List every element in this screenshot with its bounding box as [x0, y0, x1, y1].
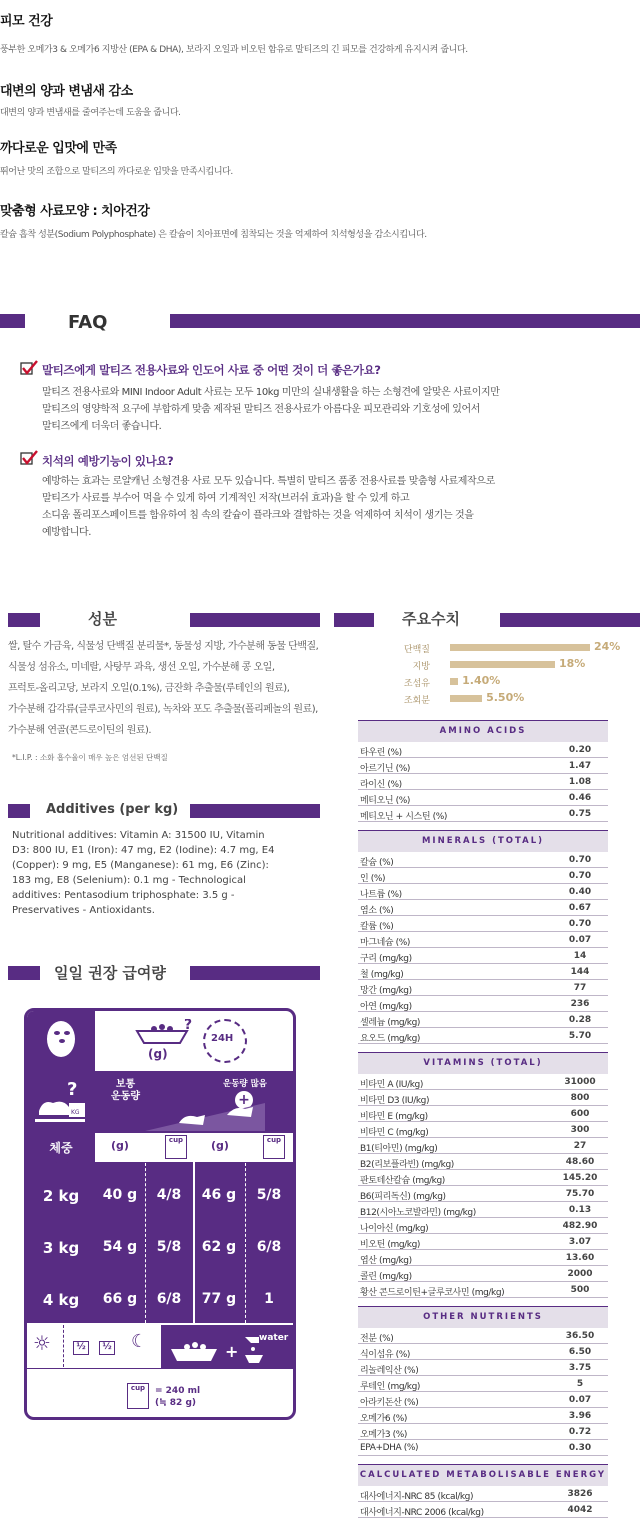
row-label: 오메가6 (%) [360, 1414, 408, 1424]
row-value: 300 [570, 1125, 590, 1135]
row-value: 236 [570, 999, 590, 1009]
table-row [358, 1012, 608, 1028]
row-value: 5 [576, 1379, 584, 1389]
row-value: 3.96 [568, 1411, 592, 1421]
row-value: 75.70 [565, 1189, 595, 1199]
cup-equivalent: = 240 ml (≒ 82 g) [155, 1386, 201, 1408]
row-label: 메티오닌 + 시스틴 (%) [360, 812, 447, 822]
table-row [358, 948, 608, 964]
nutrient-bar [450, 695, 482, 702]
table-row [358, 1106, 608, 1122]
cup-icon: cup [127, 1383, 149, 1409]
table-header [358, 1052, 608, 1074]
row-value: 0.46 [568, 793, 592, 803]
row-value: 0.30 [568, 1443, 592, 1453]
row-label: 대사에너지-NRC 2006 (kcal/kg) [360, 1508, 484, 1518]
bowl-icon [132, 1019, 192, 1049]
half-cup-icon: ½ [73, 1341, 89, 1355]
table-title: AMINO ACIDS [439, 726, 527, 736]
row-label: 판토테산칼슘 (mg/kg) [360, 1176, 445, 1186]
section-bar [190, 613, 320, 627]
row-label: B12(시아노코발라민) (mg/kg) [360, 1208, 476, 1218]
row-value: 2000 [567, 1269, 593, 1279]
faq-answer: 말티즈 전용사료와 MINI Indoor Adult 사료는 모두 10kg 미만의 실내생활을 하는 소형견에 알맞은 사료이지만 말티즈의 영양학적 요구에 부합하게 맞춤 제작된 말티즈 전용사료가 아름다운 피모관리와 기호성에 있어서 말티즈에게 더욱더 좋습니다. [42, 387, 500, 432]
row-value: 800 [570, 1093, 590, 1103]
faq-title: FAQ [68, 312, 108, 333]
row-value: 0.70 [568, 919, 592, 929]
table-row [358, 1344, 608, 1360]
col-g-label: (g) [111, 1139, 129, 1152]
row-label: 셀레늄 (mg/kg) [360, 1018, 421, 1028]
benefit-desc: 풍부한 오메가3 & 오메가6 지방산 (EPA & DHA), 보라지 오일과 비오틴 함유로 말티즈의 긴 피모를 건강하게 유지시켜 줍니다. [0, 45, 468, 55]
row-label: 나이아신 (mg/kg) [360, 1224, 429, 1234]
row-label: B1(티아민) (mg/kg) [360, 1144, 438, 1154]
col-g-label: (g) [211, 1139, 229, 1152]
faq-bar-right [170, 314, 640, 328]
table-title: OTHER NUTRIENTS [423, 1312, 543, 1322]
row-value: 27 [573, 1141, 587, 1151]
row-value: 500 [570, 1285, 590, 1295]
table-row [358, 1424, 608, 1440]
row-label: 칼륨 (%) [360, 922, 394, 932]
row-value: 3.07 [568, 1237, 592, 1247]
row-value: 0.70 [568, 855, 592, 865]
row-value: 31000 [564, 1077, 596, 1087]
row-label: EPA+DHA (%) [360, 1443, 419, 1453]
cup-icon: cup [263, 1135, 285, 1159]
faq-answer: 예방하는 효과는 로얄캐닌 소형견용 사료 모두 있습니다. 특별히 말티즈 품종 전용사료를 맞춤형 사료제작으로 말티즈가 사료를 부수어 먹을 수 있게 하여 기계적인 저작(브러쉬 효과)을 할 수 있게 하고 소디움 폴리포스페이트를 함유하여 침 속의 칼슘이 플라크와 결합하는 것을 억제하여 치석이 생기는 것을 예방합니다. [42, 476, 495, 538]
row-label: 엽산 (mg/kg) [360, 1256, 412, 1266]
water-label: water [259, 1333, 289, 1343]
row-value: 482.90 [562, 1221, 598, 1231]
row-label: 라이신 (%) [360, 780, 402, 790]
nutrient-label: 지방 [412, 662, 430, 672]
table-row [358, 932, 608, 948]
row-label: 구리 (mg/kg) [360, 954, 412, 964]
nutrient-bar [450, 678, 458, 685]
row-label: 아연 (mg/kg) [360, 1002, 412, 1012]
table-row [358, 774, 608, 790]
row-value: 0.28 [568, 1015, 592, 1025]
table-title: CALCULATED METABOLISABLE ENERGY [359, 1470, 607, 1480]
normal-activity-label: 보통 운동량 [111, 1079, 140, 1102]
row-value: 36.50 [565, 1331, 595, 1341]
table-header [358, 1464, 608, 1486]
row-value: 13.60 [565, 1253, 595, 1263]
section-title: 일일 권장 급여량 [54, 964, 166, 982]
table-row [358, 1234, 608, 1250]
row-value: 77 [573, 983, 587, 993]
nutrient-label: 단백질 [403, 645, 430, 655]
table-title: VITAMINS (TOTAL) [423, 1058, 543, 1068]
table-header [358, 1306, 608, 1328]
row-label: 타우린 (%) [360, 748, 402, 758]
row-label: 루테인 (mg/kg) [360, 1382, 421, 1392]
row-label: 인 (%) [360, 874, 386, 884]
nutrient-value: 24% [594, 640, 621, 653]
table-row [358, 1074, 608, 1090]
table-row [358, 1502, 608, 1518]
section-title: Additives (per kg) [46, 802, 179, 817]
weight-label: 체중 [49, 1141, 73, 1155]
row-label: 요오드 (mg/kg) [360, 1034, 421, 1044]
section-title: 성분 [88, 610, 117, 628]
row-label: 아르기닌 (%) [360, 764, 411, 774]
benefit-title: 대변의 양과 변냄새 감소 [0, 84, 133, 99]
check-icon [20, 360, 38, 380]
row-value: 14 [573, 951, 587, 961]
row-value: 0.72 [568, 1427, 592, 1437]
nutrient-bar [450, 644, 590, 651]
table-row [358, 1218, 608, 1234]
svg-text:?: ? [184, 1019, 192, 1033]
row-value: 6.50 [568, 1347, 592, 1357]
row-value: 0.67 [568, 903, 592, 913]
table-row [358, 1440, 608, 1456]
faq-question: 말티즈에게 말티즈 전용사료와 인도어 사료 중 어떤 것이 더 좋은가요? [42, 363, 381, 377]
table-row [358, 1376, 608, 1392]
nutrient-value: 5.50% [486, 691, 525, 704]
row-value: 0.20 [568, 745, 592, 755]
nutrient-bar-chart [370, 640, 640, 712]
table-row [358, 980, 608, 996]
table-row [358, 1090, 608, 1106]
row-value: 1.08 [568, 777, 592, 787]
row-value: 0.75 [568, 809, 592, 819]
table-title: MINERALS (TOTAL) [421, 836, 545, 846]
row-label: 염소 (%) [360, 906, 394, 916]
section-bar [8, 804, 30, 818]
row-label: 전분 (%) [360, 1334, 394, 1344]
table-row [358, 1170, 608, 1186]
row-value: 48.60 [565, 1157, 595, 1167]
section-bar [500, 613, 640, 627]
row-label: 오메가3 (%) [360, 1430, 408, 1440]
row-label: 대사에너지-NRC 85 (kcal/kg) [360, 1492, 474, 1502]
row-label: 철 (mg/kg) [360, 970, 404, 980]
cup-icon: cup [165, 1135, 187, 1159]
section-bar [190, 804, 320, 818]
table-row [358, 964, 608, 980]
table-row [358, 1408, 608, 1424]
svg-text:+: + [225, 1342, 239, 1361]
row-label: B2(리보플라빈) (mg/kg) [360, 1160, 454, 1170]
table-row [358, 1202, 608, 1218]
ingredients-text: 쌀, 탈수 가금육, 식물성 단백질 분리물*, 동물성 지방, 가수분해 동물 단백질, 식물성 섬유소, 미네랄, 사탕무 과육, 생선 오일, 가수분해 콩 오일, 프럭토-올리고당, 보라지 오일(0.1%), 금잔화 추출물(루테인의 원료), 가수분해 갑각류(글루코사민의 원료), 녹차와 포도 추출물(폴리페놀의 원료), 가수분해 연골(콘드로이틴의 원료). [8, 641, 319, 736]
nutrient-value: 1.40% [462, 674, 501, 687]
row-value: 4042 [567, 1505, 593, 1515]
table-row [358, 900, 608, 916]
table-row [358, 1282, 608, 1298]
benefit-desc: 대변의 양과 변냄새를 줄여주는데 도움을 줍니다. [0, 108, 181, 118]
high-activity-label: 운동량 많음 [223, 1079, 268, 1089]
row-label: 비타민 C (mg/kg) [360, 1128, 429, 1138]
faq-bar-left [0, 314, 25, 328]
table-row [358, 1360, 608, 1376]
row-label: 식이섬유 (%) [360, 1350, 411, 1360]
benefit-title: 피모 건강 [0, 14, 53, 29]
row-value: 600 [570, 1109, 590, 1119]
row-value: 0.13 [568, 1205, 592, 1215]
table-row [358, 790, 608, 806]
kg-label: KG [71, 1109, 80, 1116]
section-bar [190, 966, 320, 980]
row-value: 3.75 [568, 1363, 592, 1373]
nutrient-label: 조회분 [403, 696, 430, 706]
nutrient-value: 18% [559, 657, 586, 670]
row-label: 리놀레익산 (%) [360, 1366, 419, 1376]
benefit-desc: 뛰어난 맛의 조합으로 말티즈의 까다로운 입맛을 만족시킵니다. [0, 167, 233, 177]
table-row [358, 916, 608, 932]
row-value: 3826 [567, 1489, 593, 1499]
sun-icon: ☼ [33, 1331, 51, 1355]
table-row [358, 1486, 608, 1502]
feeding-chart: ? (g) 24H ? KG 보통 운동량 운동량 많음 + 체중 (g) cup (g) cup 2 kg 40 g 4/8 46 g 5/8 3 kg 54 g 5/8 62 g 6/8 4 kg 66 g 6/8 77 g 1 ☼ ½ ½ ☾ + water cup = 240 ml (≒ 82 g) [24, 1008, 296, 1420]
table-row [358, 1250, 608, 1266]
row-label: 칼슘 (%) [360, 858, 394, 868]
table-row [358, 884, 608, 900]
table-row [358, 1122, 608, 1138]
row-value: 0.07 [568, 1395, 592, 1405]
nutrient-tables [358, 720, 608, 1530]
table-row [358, 1028, 608, 1044]
divider [63, 1325, 64, 1367]
table-row [358, 806, 608, 822]
row-label: 마그네슘 (%) [360, 938, 411, 948]
svg-text:?: ? [67, 1079, 78, 1100]
row-value: 0.07 [568, 935, 592, 945]
row-label: 비오틴 (mg/kg) [360, 1240, 421, 1250]
grams-label: (g) [148, 1047, 168, 1061]
benefit-desc: 칼슘 흡착 성분(Sodium Polyphosphate) 은 칼슘이 치아표면에 침착되는 것을 억제하여 치석형성을 감소시킵니다. [0, 230, 427, 240]
half-cup-icon: ½ [99, 1341, 115, 1355]
row-label: 비타민 E (mg/kg) [360, 1112, 428, 1122]
row-label: 망간 (mg/kg) [360, 986, 412, 996]
nutrient-label: 조섬유 [403, 679, 430, 689]
section-bar [334, 613, 374, 627]
scale-dog-icon [33, 1077, 89, 1133]
section-bar [8, 613, 40, 627]
additives-text: Nutritional additives: Vitamin A: 31500 IU, Vitamin D3: 800 IU, E1 (Iron): 47 mg, E2 (Iodine): 4.7 mg, E4 (Copper): 9 mg, E5 (Manganese): 61 mg, E6 (Zinc): 183 mg, E8 (Selenium): 0.1 mg - Technological additives: Pentasodium triphosphate: 3.5 g - Preservatives - Antioxidants. [12, 830, 275, 916]
table-row [358, 1186, 608, 1202]
row-label: 비타민 D3 (IU/kg) [360, 1096, 430, 1106]
table-row [358, 742, 608, 758]
table-row [358, 868, 608, 884]
table-row [358, 1154, 608, 1170]
table-row [358, 1392, 608, 1408]
row-label: 황산 콘드로이틴+글루코사민 (mg/kg) [360, 1288, 505, 1298]
faq-question: 치석의 예방기능이 있나요? [42, 454, 174, 468]
plus-icon: + [235, 1091, 253, 1109]
row-label: 나트륨 (%) [360, 890, 402, 900]
benefit-title: 맞춤형 사료모양 : 치아건강 [0, 204, 150, 219]
row-label: B6(피리독신) (mg/kg) [360, 1192, 446, 1202]
table-row [358, 1266, 608, 1282]
row-label: 아라키돈산 (%) [360, 1398, 419, 1408]
table-row [358, 758, 608, 774]
row-value: 144 [570, 967, 590, 977]
row-value: 0.70 [568, 871, 592, 881]
table-row [358, 1138, 608, 1154]
moon-icon: ☾ [131, 1331, 148, 1352]
activity-dogs-icon [145, 1101, 265, 1135]
h24-label: 24H [211, 1033, 234, 1044]
row-value: 1.47 [568, 761, 592, 771]
section-title: 주요수치 [402, 610, 460, 628]
table-row [358, 1328, 608, 1344]
row-label: 비타민 A (IU/kg) [360, 1080, 423, 1090]
check-icon [20, 450, 38, 470]
table-header [358, 720, 608, 742]
row-value: 145.20 [562, 1173, 598, 1183]
table-row [358, 996, 608, 1012]
row-value: 0.40 [568, 887, 592, 897]
benefit-title: 까다로운 입맛에 만족 [0, 141, 117, 156]
ingredients-note: *L.I.P. : 소화 흡수율이 매우 높은 엄선된 단백질 [12, 753, 168, 762]
dog-icon-panel [27, 1011, 95, 1071]
table-header [358, 830, 608, 852]
row-value: 5.70 [568, 1031, 592, 1041]
row-label: 콜린 (mg/kg) [360, 1272, 412, 1282]
row-label: 메티오닌 (%) [360, 796, 411, 806]
nutrient-bar [450, 661, 555, 668]
table-row [358, 852, 608, 868]
section-bar [8, 966, 40, 980]
